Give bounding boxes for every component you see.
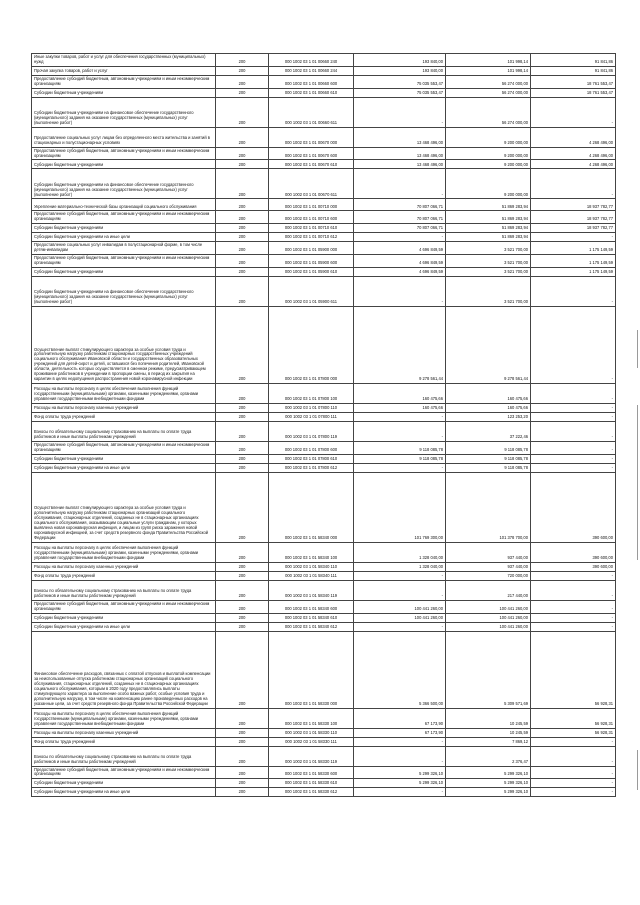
row-code: 200 (216, 728, 269, 737)
row-kbk: 000 1002 03 1 01 07800 612 (269, 463, 354, 472)
row-approved: - (354, 463, 446, 472)
row-kbk: 000 1002 03 1 01 58340 610 (269, 613, 354, 622)
row-kbk: 000 1002 03 1 01 07800 000 (269, 306, 354, 383)
row-approved: 193 840,00 (354, 54, 446, 67)
table-row (32, 622, 616, 631)
row-kbk: 000 1002 03 1 01 58340 100 (269, 542, 354, 562)
row-unexecuted: 390 600,00 (531, 562, 616, 571)
row-approved: - (354, 580, 446, 600)
row-name: Предоставление социальных услуг инвалидам в полустационарной форме, в том числе детям-инвалидам (32, 242, 216, 255)
row-unexecuted: 18 937 782,77 (531, 211, 616, 224)
row-name: Субсидии бюджетным учреждениям (32, 779, 216, 788)
row-code: 200 (216, 233, 269, 242)
row-name: Расходы на выплаты персоналу казенных учреждений (32, 562, 216, 571)
row-name: Субсидии бюджетным учреждениям (32, 454, 216, 463)
row-approved: 1 328 040,00 (354, 542, 446, 562)
row-name: Субсидии бюджетным учреждениям на иные цели (32, 788, 216, 797)
row-approved: 67 173,90 (354, 728, 446, 737)
row-name: Расходы на выплаты персоналу в целях обеспечения выполнения функций государственными (муниципальными) органами, казенными учреждениями, органами управления государственными внебюджетными фондами (32, 383, 216, 403)
row-code: 200 (216, 421, 269, 441)
table-body (32, 54, 616, 797)
row-executed: 9 118 085,78 (446, 454, 531, 463)
table-row (32, 463, 616, 472)
row-unexecuted: 56 928,31 (531, 728, 616, 737)
table-row (32, 412, 616, 421)
row-executed: 9 118 085,78 (446, 441, 531, 454)
row-executed: 3 521 700,00 (446, 276, 531, 306)
row-executed: 9 200 000,00 (446, 169, 531, 199)
row-kbk: 000 1002 03 1 01 07800 111 (269, 412, 354, 421)
row-executed: 5 309 571,69 (446, 631, 531, 708)
row-unexecuted: - (531, 233, 616, 242)
row-executed: 217 440,00 (446, 580, 531, 600)
row-code: 200 (216, 403, 269, 412)
row-name: Субсидии бюджетным учреждениям (32, 224, 216, 233)
row-name: Субсидии бюджетным учреждениям (32, 267, 216, 276)
row-kbk: 000 1002 03 1 01 58340 000 (269, 472, 354, 542)
table-row (32, 160, 616, 169)
row-name: Взносы по обязательному социальному страхованию на выплаты по оплате труда работников и иные выплаты работникам учреждений (32, 580, 216, 600)
row-approved: - (354, 412, 446, 421)
row-code: 200 (216, 472, 269, 542)
table-row (32, 542, 616, 562)
row-approved: - (354, 737, 446, 746)
row-executed: 7 869,12 (446, 737, 531, 746)
row-code: 200 (216, 412, 269, 421)
table-row (32, 421, 616, 441)
row-unexecuted: - (531, 766, 616, 779)
table-row (32, 562, 616, 571)
row-kbk: 000 1002 03 1 01 05900 600 (269, 255, 354, 268)
table-row (32, 54, 616, 67)
table-row (32, 472, 616, 542)
table-row (32, 779, 616, 788)
row-kbk: 000 1002 03 1 01 00670 000 (269, 127, 354, 147)
row-executed: 101 998,14 (446, 54, 531, 67)
row-unexecuted: 56 928,31 (531, 708, 616, 728)
row-name: Субсидии бюджетным учреждениям на финансовое обеспечение государственного (муниципального) задания на оказание государственных (муниципальных) услуг (выполнение работ) (32, 97, 216, 127)
row-approved: - (354, 169, 446, 199)
row-executed: 9 200 000,00 (446, 160, 531, 169)
row-unexecuted: 390 600,00 (531, 472, 616, 542)
row-executed: 3 521 700,00 (446, 267, 531, 276)
row-unexecuted: - (531, 421, 616, 441)
row-unexecuted: - (531, 622, 616, 631)
row-approved: 9 118 085,78 (354, 454, 446, 463)
row-kbk: 000 1002 03 1 01 58330 111 (269, 737, 354, 746)
row-name: Субсидии бюджетным учреждениям на финансовое обеспечение государственного (муниципального) задания на оказание государственных (муниципальных) услуг (выполнение работ) (32, 276, 216, 306)
table-row (32, 233, 616, 242)
row-executed: 5 299 326,10 (446, 779, 531, 788)
row-name: Расходы на выплаты персоналу в целях обеспечения выполнения функций государственными (муниципальными) органами, казенными учреждениями, органами управления государственными внебюджетными фондами (32, 708, 216, 728)
row-executed: 100 441 260,00 (446, 600, 531, 613)
row-executed: 101 378 700,00 (446, 472, 531, 542)
table-row (32, 571, 616, 580)
row-name: Прочая закупка товаров, работ и услуг (32, 66, 216, 75)
row-approved: 100 441 260,00 (354, 613, 446, 622)
table-row (32, 199, 616, 211)
row-kbk: 000 1002 03 1 01 00660 244 (269, 66, 354, 75)
row-code: 200 (216, 788, 269, 797)
row-name: Фонд оплаты труда учреждений (32, 571, 216, 580)
row-code: 200 (216, 242, 269, 255)
row-approved: - (354, 788, 446, 797)
row-kbk: 000 1002 03 1 01 00660 611 (269, 97, 354, 127)
row-name: Предоставление субсидий бюджетным, автономным учреждениям и иным некоммерческим организациям (32, 147, 216, 160)
row-code: 200 (216, 54, 269, 67)
row-executed: 2 376,47 (446, 746, 531, 766)
row-name: Предоставление субсидий бюджетным, автономным учреждениям и иным некоммерческим организациям (32, 75, 216, 88)
row-unexecuted: - (531, 613, 616, 622)
row-kbk: 000 1002 03 1 01 00710 000 (269, 199, 354, 211)
table-row (32, 88, 616, 97)
row-kbk: 000 1002 03 1 01 00670 610 (269, 160, 354, 169)
row-kbk: 000 1002 03 1 01 58330 600 (269, 766, 354, 779)
row-code: 200 (216, 622, 269, 631)
row-kbk: 000 1002 03 1 01 07800 100 (269, 383, 354, 403)
row-unexecuted: - (531, 441, 616, 454)
row-unexecuted: - (531, 97, 616, 127)
row-name: Субсидии бюджетным учреждениям (32, 160, 216, 169)
row-code: 200 (216, 600, 269, 613)
row-approved: 160 475,66 (354, 403, 446, 412)
row-approved: 13 468 496,00 (354, 127, 446, 147)
row-name: Предоставление социальных услуг лицам без определенного места жительства и занятий в стационарных и полустационарных условиях (32, 127, 216, 147)
row-executed: 9 118 085,78 (446, 463, 531, 472)
row-name: Фонд оплаты труда учреждений (32, 737, 216, 746)
row-kbk: 000 1002 03 1 01 00710 610 (269, 224, 354, 233)
row-unexecuted: 18 761 553,47 (531, 88, 616, 97)
row-approved: 160 475,66 (354, 383, 446, 403)
row-executed: 9 200 000,00 (446, 127, 531, 147)
row-name: Укрепление материально-технической базы организаций социального обслуживания (32, 199, 216, 211)
row-code: 200 (216, 276, 269, 306)
row-executed: 10 245,59 (446, 728, 531, 737)
row-kbk: 000 1002 03 1 01 00710 612 (269, 233, 354, 242)
row-executed: 123 253,20 (446, 412, 531, 421)
row-executed: 56 274 000,00 (446, 97, 531, 127)
row-name: Расходы на выплаты персоналу казенных учреждений (32, 403, 216, 412)
row-name: Расходы на выплаты персоналу в целях обеспечения выполнения функций государственными (муниципальными) органами, казенными учреждениями, органами управления государственными внебюджетными фондами (32, 542, 216, 562)
row-executed: 56 274 000,00 (446, 75, 531, 88)
row-kbk: 000 1002 03 1 01 07800 610 (269, 454, 354, 463)
row-kbk: 000 1002 03 1 01 58330 110 (269, 728, 354, 737)
row-approved: 4 696 849,59 (354, 255, 446, 268)
row-kbk: 000 1002 03 1 01 58340 119 (269, 580, 354, 600)
row-kbk: 000 1002 03 1 01 58330 610 (269, 779, 354, 788)
row-kbk: 000 1002 03 1 01 05900 611 (269, 276, 354, 306)
row-executed: 37 222,46 (446, 421, 531, 441)
row-code: 200 (216, 267, 269, 276)
row-kbk: 000 1002 03 1 01 07800 600 (269, 441, 354, 454)
row-approved: 9 118 085,78 (354, 441, 446, 454)
row-unexecuted: 18 937 782,77 (531, 224, 616, 233)
row-unexecuted: 1 175 149,59 (531, 255, 616, 268)
row-name: Субсидии бюджетным учреждениям на иные цели (32, 622, 216, 631)
row-name: Финансовое обеспечение расходов, связанных с оплатой отпусков и выплатой компенсации за неиспользованные отпуска работникам стационарных организаций социального обслуживания, стационарных отделений, созданных не в стационарных организациях социального обслуживания, которым в 2020 году предоставлялись выплаты стимулирующего характера за выполнение особо важных работ, особые условия труда и дополнительную нагрузку, в том числе на компенсацию ранее произведенных расходов на указанные цели, за счет средств резервного фонда Правительства Российской Федерации (32, 631, 216, 708)
row-kbk: 000 1002 03 1 01 05900 000 (269, 242, 354, 255)
row-executed: 9 200 000,00 (446, 147, 531, 160)
table-row (32, 75, 616, 88)
row-code: 200 (216, 127, 269, 147)
table-row (32, 66, 616, 75)
row-code: 200 (216, 383, 269, 403)
row-code: 200 (216, 613, 269, 622)
row-executed: 937 440,00 (446, 562, 531, 571)
row-unexecuted: - (531, 383, 616, 403)
row-kbk: 000 1002 03 1 01 58330 100 (269, 708, 354, 728)
row-approved: 70 807 066,71 (354, 211, 446, 224)
row-approved: - (354, 421, 446, 441)
row-unexecuted: - (531, 169, 616, 199)
row-code: 200 (216, 160, 269, 169)
table-row (32, 211, 616, 224)
row-code: 200 (216, 88, 269, 97)
table-row (32, 97, 616, 127)
row-code: 200 (216, 631, 269, 708)
row-kbk: 000 1002 03 1 01 00670 600 (269, 147, 354, 160)
row-unexecuted: - (531, 463, 616, 472)
row-unexecuted: - (531, 306, 616, 383)
row-name: Субсидии бюджетным учреждениям (32, 88, 216, 97)
table-row (32, 242, 616, 255)
row-unexecuted: - (531, 580, 616, 600)
row-approved: 5 299 326,10 (354, 779, 446, 788)
row-name: Иные закупки товаров, работ и услуг для обеспечения государственных (муниципальных) нужд (32, 54, 216, 67)
row-code: 200 (216, 199, 269, 211)
table-row (32, 631, 616, 708)
row-unexecuted: 91 841,86 (531, 66, 616, 75)
table-row (32, 169, 616, 199)
row-unexecuted: 4 268 496,00 (531, 127, 616, 147)
table-row (32, 441, 616, 454)
row-unexecuted: - (531, 779, 616, 788)
row-unexecuted: 18 937 782,77 (531, 199, 616, 211)
row-code: 200 (216, 779, 269, 788)
row-executed: 101 998,14 (446, 66, 531, 75)
row-approved: 5 299 326,10 (354, 766, 446, 779)
row-name: Предоставление субсидий бюджетным, автономным учреждениям и иным некоммерческим организациям (32, 255, 216, 268)
row-unexecuted: 4 268 496,00 (531, 147, 616, 160)
row-code: 200 (216, 97, 269, 127)
row-code: 200 (216, 746, 269, 766)
row-code: 200 (216, 766, 269, 779)
row-kbk: 000 1002 03 1 01 00710 600 (269, 211, 354, 224)
row-approved: 193 840,00 (354, 66, 446, 75)
row-executed: 5 299 326,10 (446, 766, 531, 779)
row-unexecuted: 1 175 149,59 (531, 242, 616, 255)
row-executed: 51 869 283,94 (446, 199, 531, 211)
row-executed: 51 869 283,94 (446, 211, 531, 224)
row-code: 200 (216, 255, 269, 268)
row-kbk: 000 1002 03 1 01 58330 000 (269, 631, 354, 708)
scan-edge-mark (637, 330, 638, 368)
row-approved: - (354, 97, 446, 127)
row-kbk: 000 1002 03 1 01 58340 600 (269, 600, 354, 613)
row-approved: 70 807 066,71 (354, 199, 446, 211)
table-row (32, 403, 616, 412)
row-approved: 70 807 066,71 (354, 224, 446, 233)
row-unexecuted: - (531, 571, 616, 580)
table-row (32, 276, 616, 306)
table-row (32, 737, 616, 746)
row-code: 200 (216, 169, 269, 199)
row-name: Субсидии бюджетным учреждениям на иные цели (32, 233, 216, 242)
row-kbk: 000 1002 03 1 01 07800 110 (269, 403, 354, 412)
row-approved: - (354, 622, 446, 631)
row-code: 200 (216, 66, 269, 75)
row-approved: - (354, 746, 446, 766)
row-unexecuted: - (531, 454, 616, 463)
table-row (32, 306, 616, 383)
row-kbk: 000 1002 03 1 01 07800 119 (269, 421, 354, 441)
table-row (32, 267, 616, 276)
row-approved: 67 173,90 (354, 708, 446, 728)
row-kbk: 000 1002 03 1 01 00660 600 (269, 75, 354, 88)
row-unexecuted: 56 928,31 (531, 631, 616, 708)
row-name: Предоставление субсидий бюджетным, автономным учреждениям и иным некоммерческим организациям (32, 766, 216, 779)
row-kbk: 000 1002 03 1 01 05900 610 (269, 267, 354, 276)
row-code: 200 (216, 542, 269, 562)
row-unexecuted: 18 761 553,47 (531, 75, 616, 88)
row-approved: 100 441 260,00 (354, 600, 446, 613)
table-row (32, 383, 616, 403)
row-name: Субсидии бюджетным учреждениям на финансовое обеспечение государственного (муниципального) задания на оказание государственных (муниципальных) услуг (выполнение работ) (32, 169, 216, 199)
row-name: Субсидии бюджетным учреждениям на иные цели (32, 463, 216, 472)
row-approved: 9 278 561,44 (354, 306, 446, 383)
budget-execution-table (31, 53, 616, 797)
row-unexecuted: - (531, 737, 616, 746)
row-code: 200 (216, 147, 269, 160)
table-row (32, 147, 616, 160)
table-row (32, 708, 616, 728)
row-unexecuted: - (531, 746, 616, 766)
row-unexecuted: - (531, 403, 616, 412)
row-unexecuted: 4 268 496,00 (531, 160, 616, 169)
scan-edge-mark (637, 405, 638, 560)
row-approved: - (354, 571, 446, 580)
row-executed: 9 278 561,44 (446, 306, 531, 383)
row-unexecuted: 390 600,00 (531, 542, 616, 562)
row-approved: 75 035 553,47 (354, 88, 446, 97)
table-row (32, 766, 616, 779)
row-approved: - (354, 276, 446, 306)
row-approved: 1 328 040,00 (354, 562, 446, 571)
row-executed: 100 441 260,00 (446, 622, 531, 631)
table-row (32, 127, 616, 147)
row-unexecuted: 1 175 149,59 (531, 267, 616, 276)
row-executed: 51 869 283,94 (446, 224, 531, 233)
row-executed: 10 245,59 (446, 708, 531, 728)
row-kbk: 000 1002 03 1 01 58330 612 (269, 788, 354, 797)
row-approved: - (354, 233, 446, 242)
row-executed: 720 000,00 (446, 571, 531, 580)
row-kbk: 000 1002 03 1 01 00660 240 (269, 54, 354, 67)
row-unexecuted: 91 841,86 (531, 54, 616, 67)
row-kbk: 000 1002 03 1 01 58330 119 (269, 746, 354, 766)
row-executed: 937 440,00 (446, 542, 531, 562)
row-unexecuted: - (531, 788, 616, 797)
table-row (32, 728, 616, 737)
table-row (32, 580, 616, 600)
row-executed: 3 521 700,00 (446, 242, 531, 255)
row-code: 200 (216, 580, 269, 600)
row-code: 200 (216, 441, 269, 454)
row-name: Осуществление выплат стимулирующего характера за особые условия труда и дополнительную нагрузку работникам стационарных государственных учреждений социального обслуживания Ивановской области и государственных образовательных учреждений для детей-сирот и детей, оставшихся без попечения родителей, Ивановской области, деятельность которых осуществляется в сменном режиме, предусматривающем проживание работников в учреждении в пропорции смены, в период их закрытия на карантин в целях недопущения распространения новой коронавирусной инфекции (32, 306, 216, 383)
row-kbk: 000 1002 03 1 01 00670 611 (269, 169, 354, 199)
row-code: 200 (216, 571, 269, 580)
row-code: 200 (216, 454, 269, 463)
row-code: 200 (216, 708, 269, 728)
table-row (32, 454, 616, 463)
row-code: 200 (216, 306, 269, 383)
row-executed: 160 475,66 (446, 403, 531, 412)
table-row (32, 613, 616, 622)
row-code: 200 (216, 737, 269, 746)
row-executed: 5 299 326,10 (446, 788, 531, 797)
row-unexecuted: - (531, 412, 616, 421)
row-name: Взносы по обязательному социальному страхованию на выплаты по оплате труда работников и иные выплаты работникам учреждений (32, 746, 216, 766)
row-approved: 4 696 849,59 (354, 242, 446, 255)
row-name: Осуществление выплат стимулирующего характера за особые условия труда и дополнительную нагрузку работникам стационарных организаций социального обслуживания, стационарных отделений, созданных не в стационарных организациях социального обслуживания, оказывающим социальные услуги гражданам, у которых выявлена новая коронавирусная инфекция, и лицам из групп риска заражения новой коронавирусной инфекцией, за счет средств резервного фонда Правительства Российской Федерации (32, 472, 216, 542)
row-kbk: 000 1002 03 1 01 58340 612 (269, 622, 354, 631)
row-code: 200 (216, 75, 269, 88)
row-code: 200 (216, 562, 269, 571)
row-executed: 51 869 283,94 (446, 233, 531, 242)
row-executed: 160 475,66 (446, 383, 531, 403)
table-row (32, 224, 616, 233)
row-approved: 75 035 553,47 (354, 75, 446, 88)
row-code: 200 (216, 224, 269, 233)
row-name: Предоставление субсидий бюджетным, автономным учреждениям и иным некоммерческим организациям (32, 211, 216, 224)
row-approved: 4 696 849,59 (354, 267, 446, 276)
table-row (32, 600, 616, 613)
row-name: Расходы на выплаты персоналу казенных учреждений (32, 728, 216, 737)
row-approved: 101 769 300,00 (354, 472, 446, 542)
row-name: Взносы по обязательному социальному страхованию на выплаты по оплате труда работников и иные выплаты работникам учреждений (32, 421, 216, 441)
row-approved: 13 468 496,00 (354, 147, 446, 160)
row-kbk: 000 1002 03 1 01 58340 111 (269, 571, 354, 580)
row-kbk: 000 1002 03 1 01 00660 610 (269, 88, 354, 97)
row-approved: 13 468 496,00 (354, 160, 446, 169)
row-unexecuted: - (531, 600, 616, 613)
row-code: 200 (216, 211, 269, 224)
row-name: Фонд оплаты труда учреждений (32, 412, 216, 421)
row-name: Предоставление субсидий бюджетным, автономным учреждениям и иным некоммерческим организациям (32, 600, 216, 613)
table-row (32, 788, 616, 797)
scan-edge-mark (637, 750, 638, 790)
table-row (32, 255, 616, 268)
row-approved: 5 366 500,00 (354, 631, 446, 708)
table-row (32, 746, 616, 766)
row-code: 200 (216, 463, 269, 472)
row-unexecuted: - (531, 276, 616, 306)
row-kbk: 000 1002 03 1 01 58340 110 (269, 562, 354, 571)
row-executed: 56 274 000,00 (446, 88, 531, 97)
row-executed: 100 441 260,00 (446, 613, 531, 622)
row-name: Субсидии бюджетным учреждениям (32, 613, 216, 622)
report-page (31, 53, 613, 797)
row-name: Предоставление субсидий бюджетным, автономным учреждениям и иным некоммерческим организациям (32, 441, 216, 454)
row-executed: 3 521 700,00 (446, 255, 531, 268)
